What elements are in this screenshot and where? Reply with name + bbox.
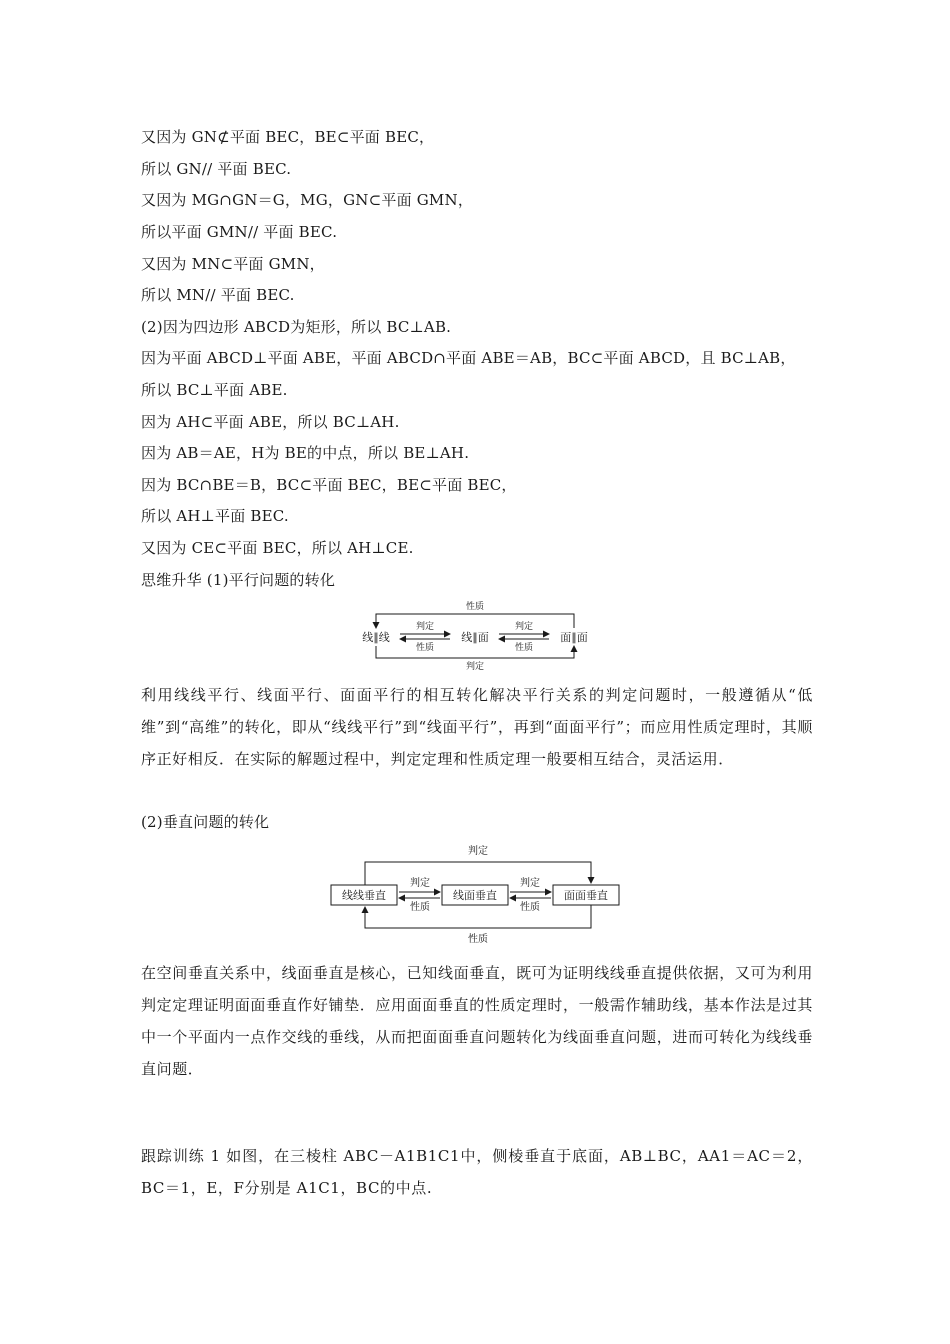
top-label: 性质 <box>465 602 485 612</box>
proof-line-9: 所以 BC⊥平面 ABE. <box>141 381 288 399</box>
arrow1-bottom-label: 性质 <box>415 643 435 653</box>
bottom-label: 性质 <box>468 934 488 945</box>
proof-line-3: 又因为 MG∩GN＝G，MG，GN⊂平面 GMN， <box>141 191 474 209</box>
box-line-line-label: 线线垂直 <box>342 889 386 902</box>
arrow1-top-label: 判定 <box>415 622 435 632</box>
arrow2-top-label: 判定 <box>520 878 540 889</box>
box-line-plane-label: 线面垂直 <box>453 889 497 902</box>
proof-line-13: 所以 AH⊥平面 BEC. <box>141 507 289 525</box>
top-loop-arrow <box>365 862 591 885</box>
node-line-plane: 线∥面 <box>461 631 489 644</box>
node-plane-plane: 面∥面 <box>560 631 588 644</box>
arrow1-bottom-label: 性质 <box>410 902 430 913</box>
proof-line-14: 又因为 CE⊂平面 BEC，所以 AH⊥CE. <box>141 539 414 557</box>
arrow2-top-label: 判定 <box>514 622 534 632</box>
exercise-text: 跟踪训练 1 如图，在三棱柱 ABC－A1B1C1中，侧棱垂直于底面，AB⊥BC，AA1＝AC＝2，BC＝1，E，F分别是 A1C1，BC的中点. <box>141 1147 813 1197</box>
proof-line-11: 因为 AB＝AE，H为 BE的中点，所以 BE⊥AH. <box>141 444 470 462</box>
proof-line-1: 又因为 GN⊄平面 BEC，BE⊂平面 BEC， <box>141 128 435 146</box>
proof-line-8: 因为平面 ABCD⊥平面 ABE，平面 ABCD∩平面 ABE＝AB，BC⊂平面 ABCD，且 BC⊥AB， <box>141 349 796 367</box>
proof-line-4: 所以平面 GMN// 平面 BEC. <box>141 223 338 241</box>
proof-line-12: 因为 BC∩BE＝B，BC⊂平面 BEC，BE⊂平面 BEC， <box>141 476 517 494</box>
parallel-transformation-diagram <box>352 598 602 672</box>
parallel-explanation: 利用线线平行、线面平行、面面平行的相互转化解决平行关系的判定问题时，一般遵循从“低维”到“高维”的转化，即从“线线平行”到“线面平行”，再到“面面平行”；而应用性质定理时，其顺序正好相反．在实际的解题过程中，判定定理和性质定理一般要相互结合，灵活运用． <box>141 686 813 768</box>
arrow1-top-label: 判定 <box>410 878 430 889</box>
node-line-line: 线∥线 <box>362 631 390 644</box>
arrow2-bottom-label: 性质 <box>520 902 540 913</box>
arrow2-bottom-label: 性质 <box>514 643 534 653</box>
proof-line-5: 又因为 MN⊂平面 GMN， <box>141 255 325 273</box>
bottom-label: 判定 <box>465 662 485 672</box>
top-label: 判定 <box>468 846 488 857</box>
proof-line-10: 因为 AH⊂平面 ABE，所以 BC⊥AH. <box>141 413 400 431</box>
summary-heading: 思维升华 (1)平行问题的转化 <box>141 571 336 589</box>
perpendicular-explanation: 在空间垂直关系中，线面垂直是核心，已知线面垂直，既可为证明线线垂直提供依据，又可为利用判定定理证明面面垂直作好铺垫．应用面面垂直的性质定理时，一般需作辅助线，基本作法是过其中一个平面内一点作交线的垂线，从而把面面垂直问题转化为线面垂直问题，进而可转化为线线垂直问题． <box>141 964 813 1078</box>
bottom-loop-arrow <box>376 646 574 658</box>
proof-line-2: 所以 GN// 平面 BEC. <box>141 160 292 178</box>
perpendicular-transformation-diagram <box>325 838 625 950</box>
proof-line-6: 所以 MN// 平面 BEC. <box>141 286 295 304</box>
proof-line-7: (2)因为四边形 ABCD为矩形，所以 BC⊥AB. <box>141 318 452 336</box>
top-loop-arrow <box>376 614 574 628</box>
box-plane-plane-label: 面面垂直 <box>564 889 608 902</box>
bottom-loop-arrow <box>365 905 591 928</box>
perp-heading: (2)垂直问题的转化 <box>141 813 270 831</box>
